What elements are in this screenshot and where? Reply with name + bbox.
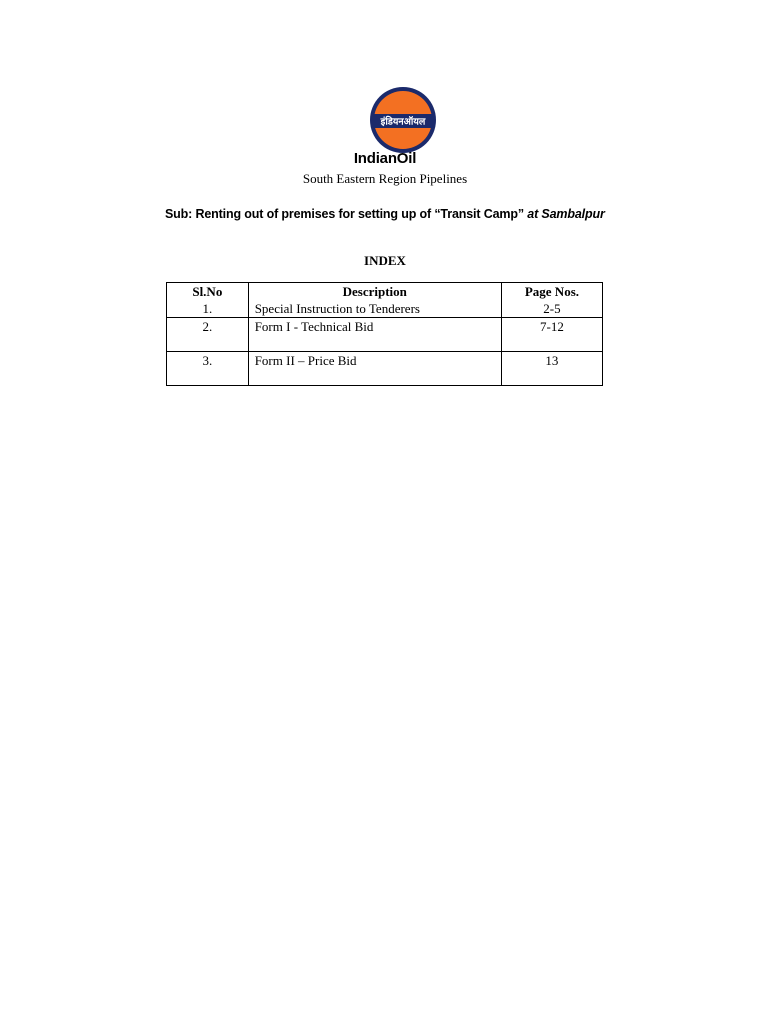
pages-cell: 7-12: [501, 318, 602, 352]
column-header-sl: Sl.No: [192, 284, 223, 299]
table-row: [167, 283, 603, 318]
description-cell: Form II – Price Bid: [248, 352, 501, 386]
region-name: South Eastern Region Pipelines: [302, 171, 468, 186]
pages-cell: [501, 283, 602, 318]
sl-cell: [167, 283, 249, 318]
description-cell: Form I - Technical Bid: [248, 318, 501, 352]
sl-cell: 3.: [167, 352, 249, 386]
description-cell: [248, 283, 501, 318]
table-row: [167, 352, 603, 386]
table-row: [167, 318, 603, 352]
column-header-pages: Page Nos.: [524, 284, 580, 299]
subject-line: [165, 207, 605, 221]
subject-prefix: Sub:: [165, 207, 193, 221]
subject-place: at Sambalpur: [527, 207, 605, 221]
sl-cell: 2.: [167, 318, 249, 352]
indianoil-logo: [369, 86, 437, 154]
subject-text: Renting out of premises for setting up of “Transit Camp”: [195, 207, 524, 221]
pages-value: 2-5: [543, 301, 561, 316]
brand-name: IndianOil: [353, 150, 417, 167]
sl-value: 1.: [202, 301, 213, 316]
pages-cell: 13: [501, 352, 602, 386]
index-heading: INDEX: [364, 253, 406, 268]
column-header-description: Description: [342, 284, 407, 299]
description-value: Special Instruction to Tenderers: [254, 301, 420, 316]
logo-text: इंडियनऑयल: [380, 116, 426, 128]
index-table: [166, 282, 603, 386]
